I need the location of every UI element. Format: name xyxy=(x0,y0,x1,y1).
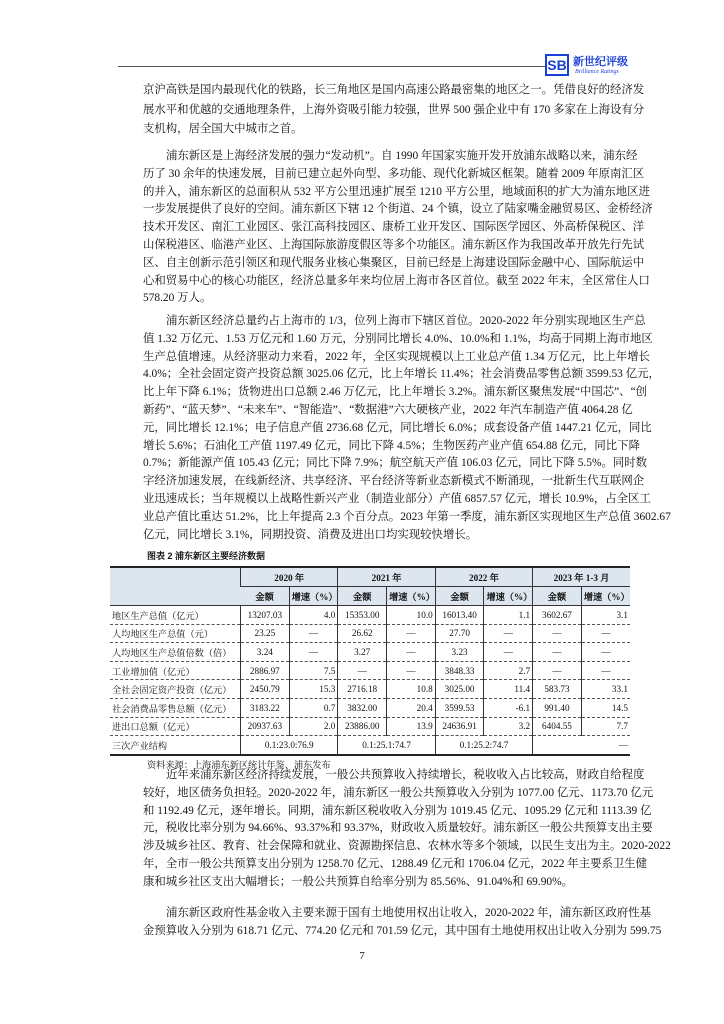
paragraph-line: 京沪高铁是国内最现代化的铁路，长三角地区是国内高速公路最密集的地区之一。凭借良好的经济发 xyxy=(143,84,645,96)
table-header-years xyxy=(110,567,630,587)
brand-logo xyxy=(545,52,635,82)
growth-cell: 11.4 xyxy=(484,680,533,699)
paragraph-line: 年，全市一般公共预算支出分别为 1258.70 亿元、1288.49 亿元和 1706.04 亿元，2022 年主要系卫生健 xyxy=(143,857,648,870)
growth-cell: 3.2 xyxy=(484,717,533,736)
logo-text-cn: 新世纪评级 xyxy=(573,56,628,68)
paragraph-line: 元，税收比率分别为 94.66%、93.37%和 93.37%，财政收入质量较好。浦东新区一般公共预算支出主要 xyxy=(143,822,653,835)
growth-cell: — xyxy=(581,661,630,680)
growth-cell: 33.1 xyxy=(581,680,630,699)
growth-cell: 7.5 xyxy=(289,661,338,680)
page-number: 7 xyxy=(359,950,365,962)
year-header: 2022 年 xyxy=(435,567,532,587)
amount-cell: 3.23 xyxy=(435,643,484,662)
amount-cell: — xyxy=(533,624,582,643)
paragraph-line: 浦东新区是上海经济发展的强力“发动机”。自 1990 年国家实施开发开放浦东战略以来，浦东经 xyxy=(166,150,638,162)
amount-header: 金额 xyxy=(241,587,290,606)
paragraph-line: 技术开发区、南汇工业园区、张江高科技园区、康桥工业开发区、国际医学园区、外高桥保税区、洋 xyxy=(143,221,645,234)
structure-cell: 0.1:25.1:74.7 xyxy=(338,736,435,755)
amount-cell: 3832.00 xyxy=(338,698,387,717)
growth-header: 增速（%） xyxy=(581,587,630,606)
row-label: 进出口总额（亿元） xyxy=(110,717,241,736)
table-row xyxy=(110,661,630,680)
paragraph-line: 浦东新区经济总量约占上海市的 1/3，位列上海市下辖区首位。2020-2022 年分别实现地区生产总 xyxy=(166,315,646,327)
structure-cell: 0.1:25.2:74.7 xyxy=(435,736,532,755)
table-row xyxy=(110,698,630,717)
paragraph-line: 元，同比增长 12.1%；电子信息产值 2736.68 亿元，同比增长 6.0%；成套设备产值 1447.21 亿元，同比 xyxy=(143,421,652,434)
row-label: 三次产业结构 xyxy=(110,736,241,755)
header-blank xyxy=(110,567,241,606)
growth-cell: — xyxy=(387,661,436,680)
growth-header: 增速（%） xyxy=(484,587,533,606)
header-rule xyxy=(118,66,546,67)
paragraph-line: 心和贸易中心的核心功能区，经济总量多年来均位居上海市各区首位。截至 2022 年末，全区常住人口 xyxy=(143,274,650,287)
paragraph-line: 近年来浦东新区经济持续发展，一般公共预算收入持续增长，税收收入占比较高，财政自给程度 xyxy=(166,769,645,781)
growth-cell: — xyxy=(387,624,436,643)
growth-header: 增速（%） xyxy=(289,587,338,606)
amount-cell: 2450.79 xyxy=(241,680,290,699)
amount-cell: 3602.67 xyxy=(533,606,582,625)
amount-cell: 3183.22 xyxy=(241,698,290,717)
growth-cell: — xyxy=(289,643,338,662)
amount-cell: 20937.63 xyxy=(241,717,290,736)
year-header: 2023 年 1-3 月 xyxy=(533,567,630,587)
amount-cell: 26.62 xyxy=(338,624,387,643)
amount-cell: 3.27 xyxy=(338,643,387,662)
row-label: 人均地区生产总值倍数（倍） xyxy=(110,643,241,662)
growth-cell: 10.0 xyxy=(387,606,436,625)
row-label: 全社会固定资产投资（亿元） xyxy=(110,680,241,699)
row-label: 社会消费品零售总额（亿元） xyxy=(110,698,241,717)
amount-cell: 24636.91 xyxy=(435,717,484,736)
paragraph-line: 业迅速成长；当年规模以上战略性新兴产业（制造业部分）产值 6857.57 亿元，增长 10.9%，占全区工 xyxy=(143,492,651,505)
row-label: 人均地区生产总值（元） xyxy=(110,624,241,643)
paragraph-line: 增长 5.6%；石油化工产值 1197.49 亿元，同比下降 4.5%；生物医药产业产值 654.88 亿元，同比下降 xyxy=(143,439,640,452)
growth-cell: 4.0 xyxy=(289,606,338,625)
growth-cell: — xyxy=(581,624,630,643)
paragraph-line: 值 1.32 万亿元、1.53 万亿元和 1.60 万元，分别同比增长 4.0%、10.0%和 1.1%，均高于同期上海市地区 xyxy=(143,332,653,345)
growth-cell: -6.1 xyxy=(484,698,533,717)
growth-cell: — xyxy=(484,624,533,643)
table-row xyxy=(110,643,630,662)
paragraph-line: 康和城乡社区支出大幅增长；一般公共预算自给率分别为 85.56%、91.04%和 69.90%。 xyxy=(143,875,573,888)
amount-cell: 23886.00 xyxy=(338,717,387,736)
amount-header: 金额 xyxy=(338,587,387,606)
paragraph-line: 较好，地区债务负担轻。2020-2022 年，浦东新区一般公共预算收入分别为 1077.00 亿元、1173.70 亿元 xyxy=(143,786,654,799)
amount-cell: 3.24 xyxy=(241,643,290,662)
paragraph-line: 比上年下降 6.1%；货物进出口总额 2.46 万亿元，比上年增长 3.2%。浦东新区聚焦发展“中国芯”、“创 xyxy=(143,386,648,399)
paragraph-line: 展水平和优越的交通地理条件，上海外资吸引能力较强，世界 500 强企业中有 170 多家在上海设有分 xyxy=(143,103,645,116)
growth-cell: 3.1 xyxy=(581,606,630,625)
row-label: 地区生产总值（亿元） xyxy=(110,606,241,625)
growth-cell: 14.5 xyxy=(581,698,630,717)
logo-mark-icon: SB xyxy=(545,54,569,76)
amount-cell: 23.25 xyxy=(241,624,290,643)
amount-cell: 583.73 xyxy=(533,680,582,699)
growth-cell: — xyxy=(289,624,338,643)
amount-cell: — xyxy=(533,643,582,662)
economic-data-table xyxy=(110,566,630,756)
paragraph-line: 一步发展提供了良好的空间。浦东新区下辖 12 个街道、24 个镇，设立了陆家嘴金融贸易区、金桥经济 xyxy=(143,203,653,216)
paragraph-line: 0.7%；新能源产值 105.43 亿元；同比下降 7.9%；航空航天产值 106.03 亿元，同比下降 5.5%。同时数 xyxy=(143,457,648,470)
amount-cell: 13207.03 xyxy=(241,606,290,625)
amount-cell: — xyxy=(338,661,387,680)
table-row xyxy=(110,624,630,643)
growth-cell: — xyxy=(484,643,533,662)
paragraph-line: 金预算收入分别为 618.71 亿元、774.20 亿元和 701.59 亿元，其中国有土地使用权出让收入分别为 599.75 xyxy=(143,924,662,937)
growth-cell: 13.9 xyxy=(387,717,436,736)
amount-cell: 16013.40 xyxy=(435,606,484,625)
paragraph-line: 和 1192.49 亿元，逐年增长。同期，浦东新区税收收入分别为 1019.45 亿元、1095.29 亿元和 1113.39 亿 xyxy=(143,804,652,817)
paragraph-line: 4.0%；全社会固定资产投资总额 3025.06 亿元，比上年增长 11.4%；社会消费品零售总额 3599.53 亿元， xyxy=(143,368,660,381)
paragraph-line: 字经济加速发展，在线新经济、共享经济、平台经济等新业态新模式不断涌现，一批新生代互联网企 xyxy=(143,475,645,488)
amount-header: 金额 xyxy=(435,587,484,606)
paragraph-line: 山保税港区、临港产业区、上海国际旅游度假区等多个功能区。浦东新区作为我国改革开放先行先试 xyxy=(143,238,645,251)
growth-cell: 10.8 xyxy=(387,680,436,699)
amount-cell: 2716.18 xyxy=(338,680,387,699)
table-row xyxy=(110,717,630,736)
body-paragraph xyxy=(143,905,662,941)
paragraph-line: 的并入，浦东新区的总面积从 532 平方公里迅速扩展至 1210 平方公里，地域面积的扩大为浦东地区进 xyxy=(143,185,650,198)
amount-cell: 27.70 xyxy=(435,624,484,643)
paragraph-line: 涉及城乡社区、教育、社会保障和就业、资源勘探信息、农林水等多个领域，以民生支出为主。2020-2022 xyxy=(143,840,671,853)
growth-cell: 1.1 xyxy=(484,606,533,625)
amount-header: 金额 xyxy=(533,587,582,606)
paragraph-line: 新药”、“蓝天梦”、“未来车”、“智能造”、“数据港”六大硬核产业，2022 年汽车制造产值 4064.28 亿 xyxy=(143,403,633,416)
amount-cell: 3848.33 xyxy=(435,661,484,680)
paragraph-line: 支机构，居全国大中城市之首。 xyxy=(143,123,303,135)
paragraph-line: 亿元，同比增长 3.1%，同期投资、消费及进出口均实现较快增长。 xyxy=(143,528,478,541)
logo-text-en: Brilliance Ratings xyxy=(575,69,619,75)
paragraph-line: 历了 30 余年的快速发展，目前已建立起外向型、多功能、现代化新城区框架。随着 2009 年原南汇区 xyxy=(143,167,645,180)
growth-header: 增速（%） xyxy=(387,587,436,606)
paragraph-line: 浦东新区政府性基金收入主要来源于国有土地使用权出让收入，2020-2022 年，浦东新区政府性基 xyxy=(166,907,652,919)
table-row xyxy=(110,606,630,625)
amount-cell: 2886.97 xyxy=(241,661,290,680)
growth-cell: 0.7 xyxy=(289,698,338,717)
year-header: 2020 年 xyxy=(241,567,338,587)
body-paragraph xyxy=(143,148,653,308)
growth-cell: — xyxy=(387,643,436,662)
table-source: 资料来源：上海浦东新区统计年鉴、浦东发布 xyxy=(147,760,331,770)
body-paragraph xyxy=(143,767,671,892)
row-label: 工业增加值（亿元） xyxy=(110,661,241,680)
growth-cell: — xyxy=(581,643,630,662)
body-paragraph xyxy=(143,313,671,544)
growth-cell: 2.7 xyxy=(484,661,533,680)
paragraph-line: 业总产值比重达 51.2%，比上年提高 2.3 个百分点。2023 年第一季度，浦东新区实现地区生产总值 3602.67 xyxy=(143,510,671,523)
growth-cell: 15.3 xyxy=(289,680,338,699)
growth-cell: 20.4 xyxy=(387,698,436,717)
year-header: 2021 年 xyxy=(338,567,435,587)
amount-cell: 991.40 xyxy=(533,698,582,717)
growth-cell: 7.7 xyxy=(581,717,630,736)
paragraph-line: 生产总值增速。从经济驱动力来看，2022 年，全区实现规模以上工业总产值 1.34 万亿元，比上年增长 xyxy=(143,350,650,363)
table-caption: 图表 2 浦东新区主要经济数据 xyxy=(147,551,266,561)
paragraph-line: 区、自主创新示范引领区和现代服务业核心集聚区，目前已经是上海建设国际金融中心、国际航运中 xyxy=(143,256,645,269)
table-row-structure xyxy=(110,736,630,755)
amount-cell: — xyxy=(533,661,582,680)
amount-cell: 15353.00 xyxy=(338,606,387,625)
structure-cell: — xyxy=(533,736,630,755)
amount-cell: 6404.55 xyxy=(533,717,582,736)
table-row xyxy=(110,680,630,699)
growth-cell: 2.0 xyxy=(289,717,338,736)
amount-cell: 3599.53 xyxy=(435,698,484,717)
amount-cell: 3025.00 xyxy=(435,680,484,699)
paragraph-line: 578.20 万人。 xyxy=(143,292,212,305)
structure-cell: 0.1:23.0:76.9 xyxy=(241,736,338,755)
body-paragraph xyxy=(143,81,645,140)
